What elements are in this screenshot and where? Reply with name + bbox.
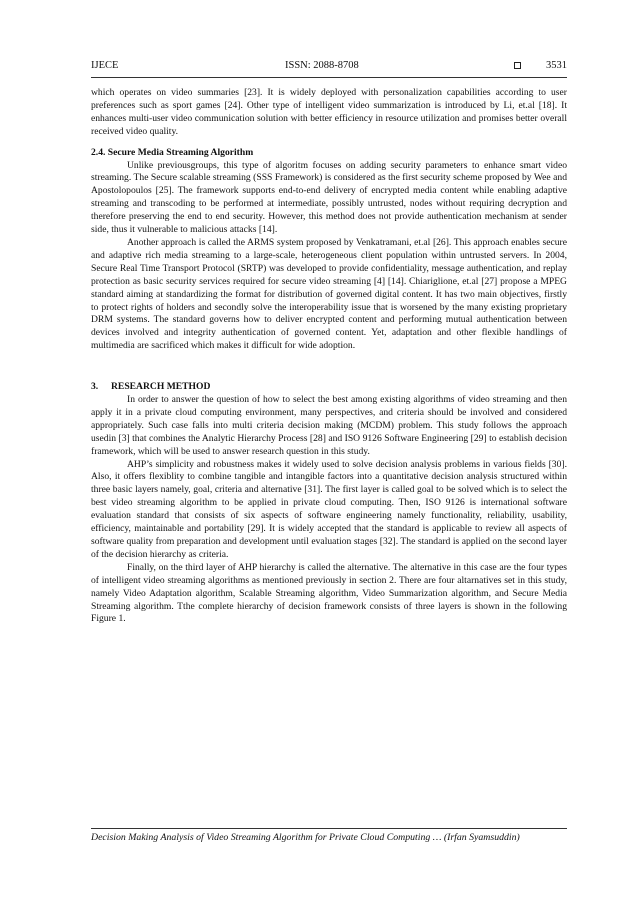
header-divider	[91, 77, 567, 78]
journal-name: IJECE	[91, 60, 119, 71]
paragraph: In order to answer the question of how to select the best among existing algorithms of video streaming and then apply it in a private cloud computing environment, many perspectives, and criteria should be involved and considered appropriately. Such case falls into multi criteria decision making (MCDM) problem. This study follows the approach usedin [3] that combines the Analytic Hierarchy Process [28] and ISO 9126 Software Engineering [29] to establish decision framework, which will be used to answer research question in this study.	[91, 394, 567, 457]
running-footer: Decision Making Analysis of Video Streaming Algorithm for Private Cloud Computing … (Irfan Syamsuddin)	[91, 832, 520, 843]
paragraph: Finally, on the third layer of AHP hierarchy is called the alternative. The alternative in this case are the four types of intelligent video streaming algorithms as mentioned previously in section 2. There are four altarnatives set in this study, namely Video Adaptation algorithm, Scalable Streaming algorithm, Video Summarization algorithm, and Secure Media Streaming algorithm. Tthe complete hierarchy of decision framework consists of three layers is shown in the following Figure 1.	[91, 561, 567, 625]
section-number: 3.	[91, 381, 99, 393]
page-number: 3531	[546, 60, 567, 71]
subsection-heading: 2.4. Secure Media Streaming Algorithm	[91, 146, 254, 158]
section-heading	[91, 381, 567, 394]
section-title: RESEARCH METHOD	[111, 381, 211, 393]
paragraph: Another approach is called the ARMS system proposed by Venkatramani, et.al [26]. This approach enables secure and adaptive rich media streaming to a large-scale, heterogeneous client population within untrusted servers. In 2004, Secure Real Time Transport Protocol (SRTP) was developed to provide confidentiality, message authentication, and replay protection as basic security services required for secure video streaming [4] [14]. Chiariglione, et.al [27] propose a MPEG standard aiming at standardizing the format for distribution of governed digital content. It has two main objectives, firstly to protect rights of holders and secondly solve the interoperability issue that is worsened by the many existing proprietary DRM systems. The standard governs how to deliver encrypted content and performing mutual authentication between devices involved and integrity authentication of governed content. Yet, adaptation and other flexible handlings of multimedia are sacrificed which makes it difficult for wide adoption.	[91, 236, 567, 352]
footer-divider	[91, 828, 567, 829]
body-text	[91, 87, 567, 626]
checkbox-square-icon	[514, 62, 521, 69]
paragraph-continued: which operates on video summaries [23]. It is widely deployed with personalization capabilities according to user preferences such as sport games [24]. Other type of intelligent video summarization is introduced by Li, et.al [18]. It enhances multi-user video communication solution with better efficiency in resource utilization and promises better overall received video quality.	[91, 87, 567, 137]
issn-label: ISSN: 2088-8708	[285, 60, 359, 71]
paragraph: Unlike previousgroups, this type of algoritm focuses on adding security parameters to enhance smart video streaming. The Secure scalable streaming (SSS Framework) is considered as the first security scheme proposed by Wee and Apostolopoulos [25]. The framework supports end-to-end delivery of encrypted media content while enabling adaptive streaming and transcoding to be performed at intermediate, possibly untrusted, nodes without requiring decryption and therefore preserving the end to end security. However, this method does not provide authentication mechanism at sender side, thus it vulnerable to malicious attacks [14].	[91, 159, 567, 236]
running-header	[91, 60, 567, 76]
paragraph: AHP’s simplicity and robustness makes it widely used to solve decision analysis problems in various fields [30]. Also, it offers flexiblity to combine tangible and intangible factors into a quantitative decision analysis structured within three basic layers namely, goal, criteria and alternative [31]. The first layer is called goal to be solved which is to select the best video streaming algorithm to be applied in private cloud computing. Then, ISO 9126 is international software evaluation standard that consists of six aspects of software engineering namely functionality, reliability, usability, efficiency, maintainable and portability [29]. It is widely accepted that the standard is applicable to review all aspects of software quality from preparation and development until evaluation stages [32]. The standard is applied on the second layer of the decision hierarchy as criteria.	[91, 458, 567, 560]
